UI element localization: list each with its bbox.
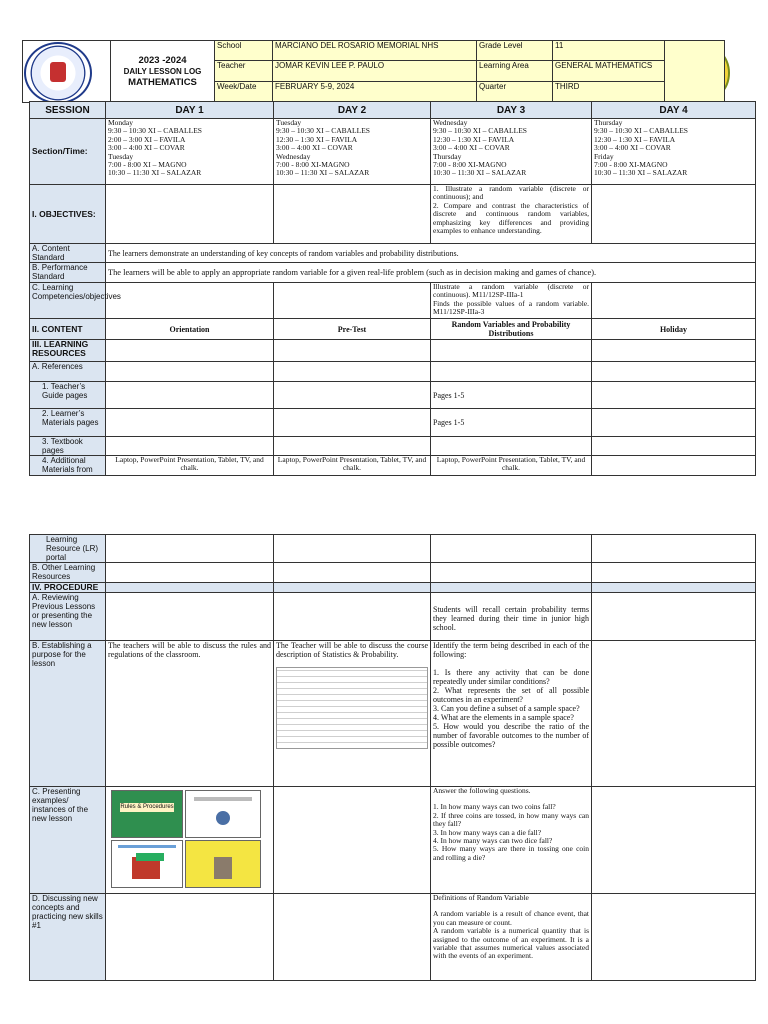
competencies-day3: Illustrate a random variable (discrete or continuous). M11/12SP-IIIa-1 Finds the possible values of a random variable. M11/12SP-IIIa-3 (431, 283, 592, 319)
slide-rules: Rules & Procedures (111, 790, 183, 838)
course-description-thumbnail (276, 667, 428, 749)
establishing-label: B. Establishing a purpose for the lesson (32, 641, 92, 668)
day3-header: DAY 3 (496, 104, 526, 116)
objectives-label: I. OBJECTIVES: (32, 208, 96, 219)
teachers-guide-label: 1. Teacher’s Guide pages (42, 382, 88, 400)
day4-header: DAY 4 (659, 104, 688, 116)
grade-value: 11 (555, 41, 564, 50)
quarter-label: Quarter (479, 82, 507, 91)
additional-day3: Laptop, PowerPoint Presentation, Tablet, TV, and chalk. (436, 455, 586, 473)
additional-day2: Laptop, PowerPoint Presentation, Tablet, TV, and chalk. (277, 455, 427, 473)
content-standard-label: A. Content Standard (32, 244, 70, 262)
slide-classroom (185, 790, 261, 838)
establishing-day1: The teachers will be able to discuss the rules and regulations of the classroom. (108, 641, 271, 659)
school-year: 2023 -2024 (138, 55, 187, 66)
content-standard-text: The learners demonstrate an understanding of key concepts of random variables and probability distributions. (108, 248, 459, 258)
area-value: GENERAL MATHEMATICS (555, 61, 653, 70)
competencies-label: C. Learning Competencies/objectives (32, 283, 121, 301)
school-label: School (217, 41, 242, 50)
content-day1: Orientation (169, 324, 210, 334)
learners-materials-label: 2. Learner’s Materials pages (42, 409, 99, 427)
textbook-label: 3. Textbook pages (42, 437, 83, 455)
slide-books (111, 840, 183, 888)
other-resources-label: B. Other Learning Resources (32, 563, 96, 581)
discussing-label: D. Discussing new concepts and practicing new skills #1 (32, 894, 103, 930)
presenting-label: C. Presenting examples/ instances of the new lesson (32, 787, 89, 823)
performance-standard-label: B. Performance Standard (32, 263, 88, 281)
lesson-log-table-page2 (29, 534, 756, 981)
quarter-value: THIRD (555, 82, 580, 91)
day1-header: DAY 1 (175, 104, 204, 116)
area-label: Learning Area (479, 61, 529, 70)
references-label: A. References (32, 362, 83, 371)
learners-materials-day3: Pages 1-5 (433, 418, 465, 427)
lesson-log-table-page1 (29, 101, 756, 476)
section-time-day1: Monday 9:30 – 10:30 XI – CABALLES 2:00 – 3:00 XI – FAVILA 3:00 – 4:00 XI – COVAR Tuesday 7:00 - 8:00 XI – MAGNO 10:30 – 11:30 XI – SALAZAR (106, 119, 274, 185)
school-value: MARCIANO DEL ROSARIO MEMORIAL NHS (275, 41, 439, 50)
reviewing-day3: Students will recall certain probability terms they learned during their time in junior high school. (433, 605, 589, 632)
section-time-label: Section/Time: (32, 146, 88, 156)
performance-standard-text: The learners will be able to apply an appropriate random variable for a given real-life problem (such as in decision making and games of chance). (108, 268, 597, 277)
day2-header: DAY 2 (337, 104, 367, 116)
content-day4: Holiday (659, 324, 688, 334)
learning-resources-label: III. LEARNING RESOURCES (32, 339, 89, 358)
procedure-label: IV. PROCEDURE (32, 582, 99, 592)
session-label: SESSION (45, 104, 90, 116)
section-time-day4: Thursday 9:30 – 10:30 XI – CABALLES 12:30 – 1:30 XI – FAVILA 3:00 – 4:00 XI – COVAR Friday 7:00 - 8:00 XI-MAGNO 10:30 – 11:30 XI – SALAZAR (592, 119, 756, 185)
teachers-guide-day3: Pages 1-5 (433, 390, 465, 400)
section-time-day2: Tuesday 9:30 – 10:30 XI – CABALLES 12:30 – 1:30 XI – FAVILA 3:00 – 4:00 XI – COVAR Wednesday 7:00 - 8:00 XI-MAGNO 10:30 – 11:30 XI – SALAZAR (274, 119, 431, 185)
teacher-value: JOMAR KEVIN LEE P. PAULO (275, 61, 385, 70)
additional-label: 4. Additional Materials from (42, 456, 93, 474)
establishing-day2: The Teacher will be able to discuss the course description of Statistics & Probability. (276, 641, 428, 659)
objectives-day3: 1. Illustrate a random variable (discrete or continuous); and 2. Compare and contrast the characteristics of discrete and continuous random variables, emphasizing key differences and providing examples to enhance understanding. (431, 185, 592, 244)
discussing-day3: Definitions of Random Variable A random variable is a result of chance event, that you can measure or count. A random variable is a numerical quantity that is assigned to the outcome of an experiment. It is a variable that assumes numerical values associated with the events of an experiment. (431, 894, 592, 981)
week-label: Week/Date (217, 82, 257, 91)
teacher-label: Teacher (217, 61, 246, 70)
grade-label: Grade Level (479, 41, 523, 50)
establishing-day3: Identify the term being described in each of the following: 1. Is there any activity that can be done repeatedly under similar conditions? 2. What represents the set of all possible outcomes in an experiment? 3. Can you define a subset of a sample space? 4. What are the elements in a sample space? 5. How would you describe the ratio of the number of favorable outcomes to the number of possible outcomes? (431, 641, 592, 787)
week-value: FEBRUARY 5-9, 2024 (275, 82, 355, 91)
content-day2: Pre-Test (337, 324, 367, 334)
reviewing-label: A. Reviewing Previous Lessons or presenting the new lesson (32, 593, 96, 629)
doc-type: DAILY LESSON LOG (123, 67, 202, 76)
header-table (22, 40, 725, 103)
content-day3: Random Variables and Probability Distributions (451, 320, 571, 338)
content-label: II. CONTENT (32, 323, 83, 334)
section-time-day3: Wednesday 9:30 – 10:30 XI – CABALLES 12:30 – 1:30 XI – FAVILA 3:00 – 4:00 XI – COVAR Thursday 7:00 - 8:00 XI-MAGNO 10:30 – 11:30 XI – SALAZAR (431, 119, 592, 185)
subject: MATHEMATICS (128, 77, 197, 88)
presenting-slides (106, 787, 274, 894)
additional-label-cont: Learning Resource (LR) portal (46, 535, 99, 562)
presenting-day3: Answer the following questions. 1. In how many ways can two coins fall? 2. If three coins are tossed, in how many ways can they fall? 3. In how many ways can a die fall? 4. In how many ways can two dice fall? 5. How many ways are there in tossing one coin and rolling a die? (431, 787, 592, 894)
additional-day1: Laptop, PowerPoint Presentation, Tablet, TV, and chalk. (115, 455, 264, 473)
slide-notice (185, 840, 261, 888)
